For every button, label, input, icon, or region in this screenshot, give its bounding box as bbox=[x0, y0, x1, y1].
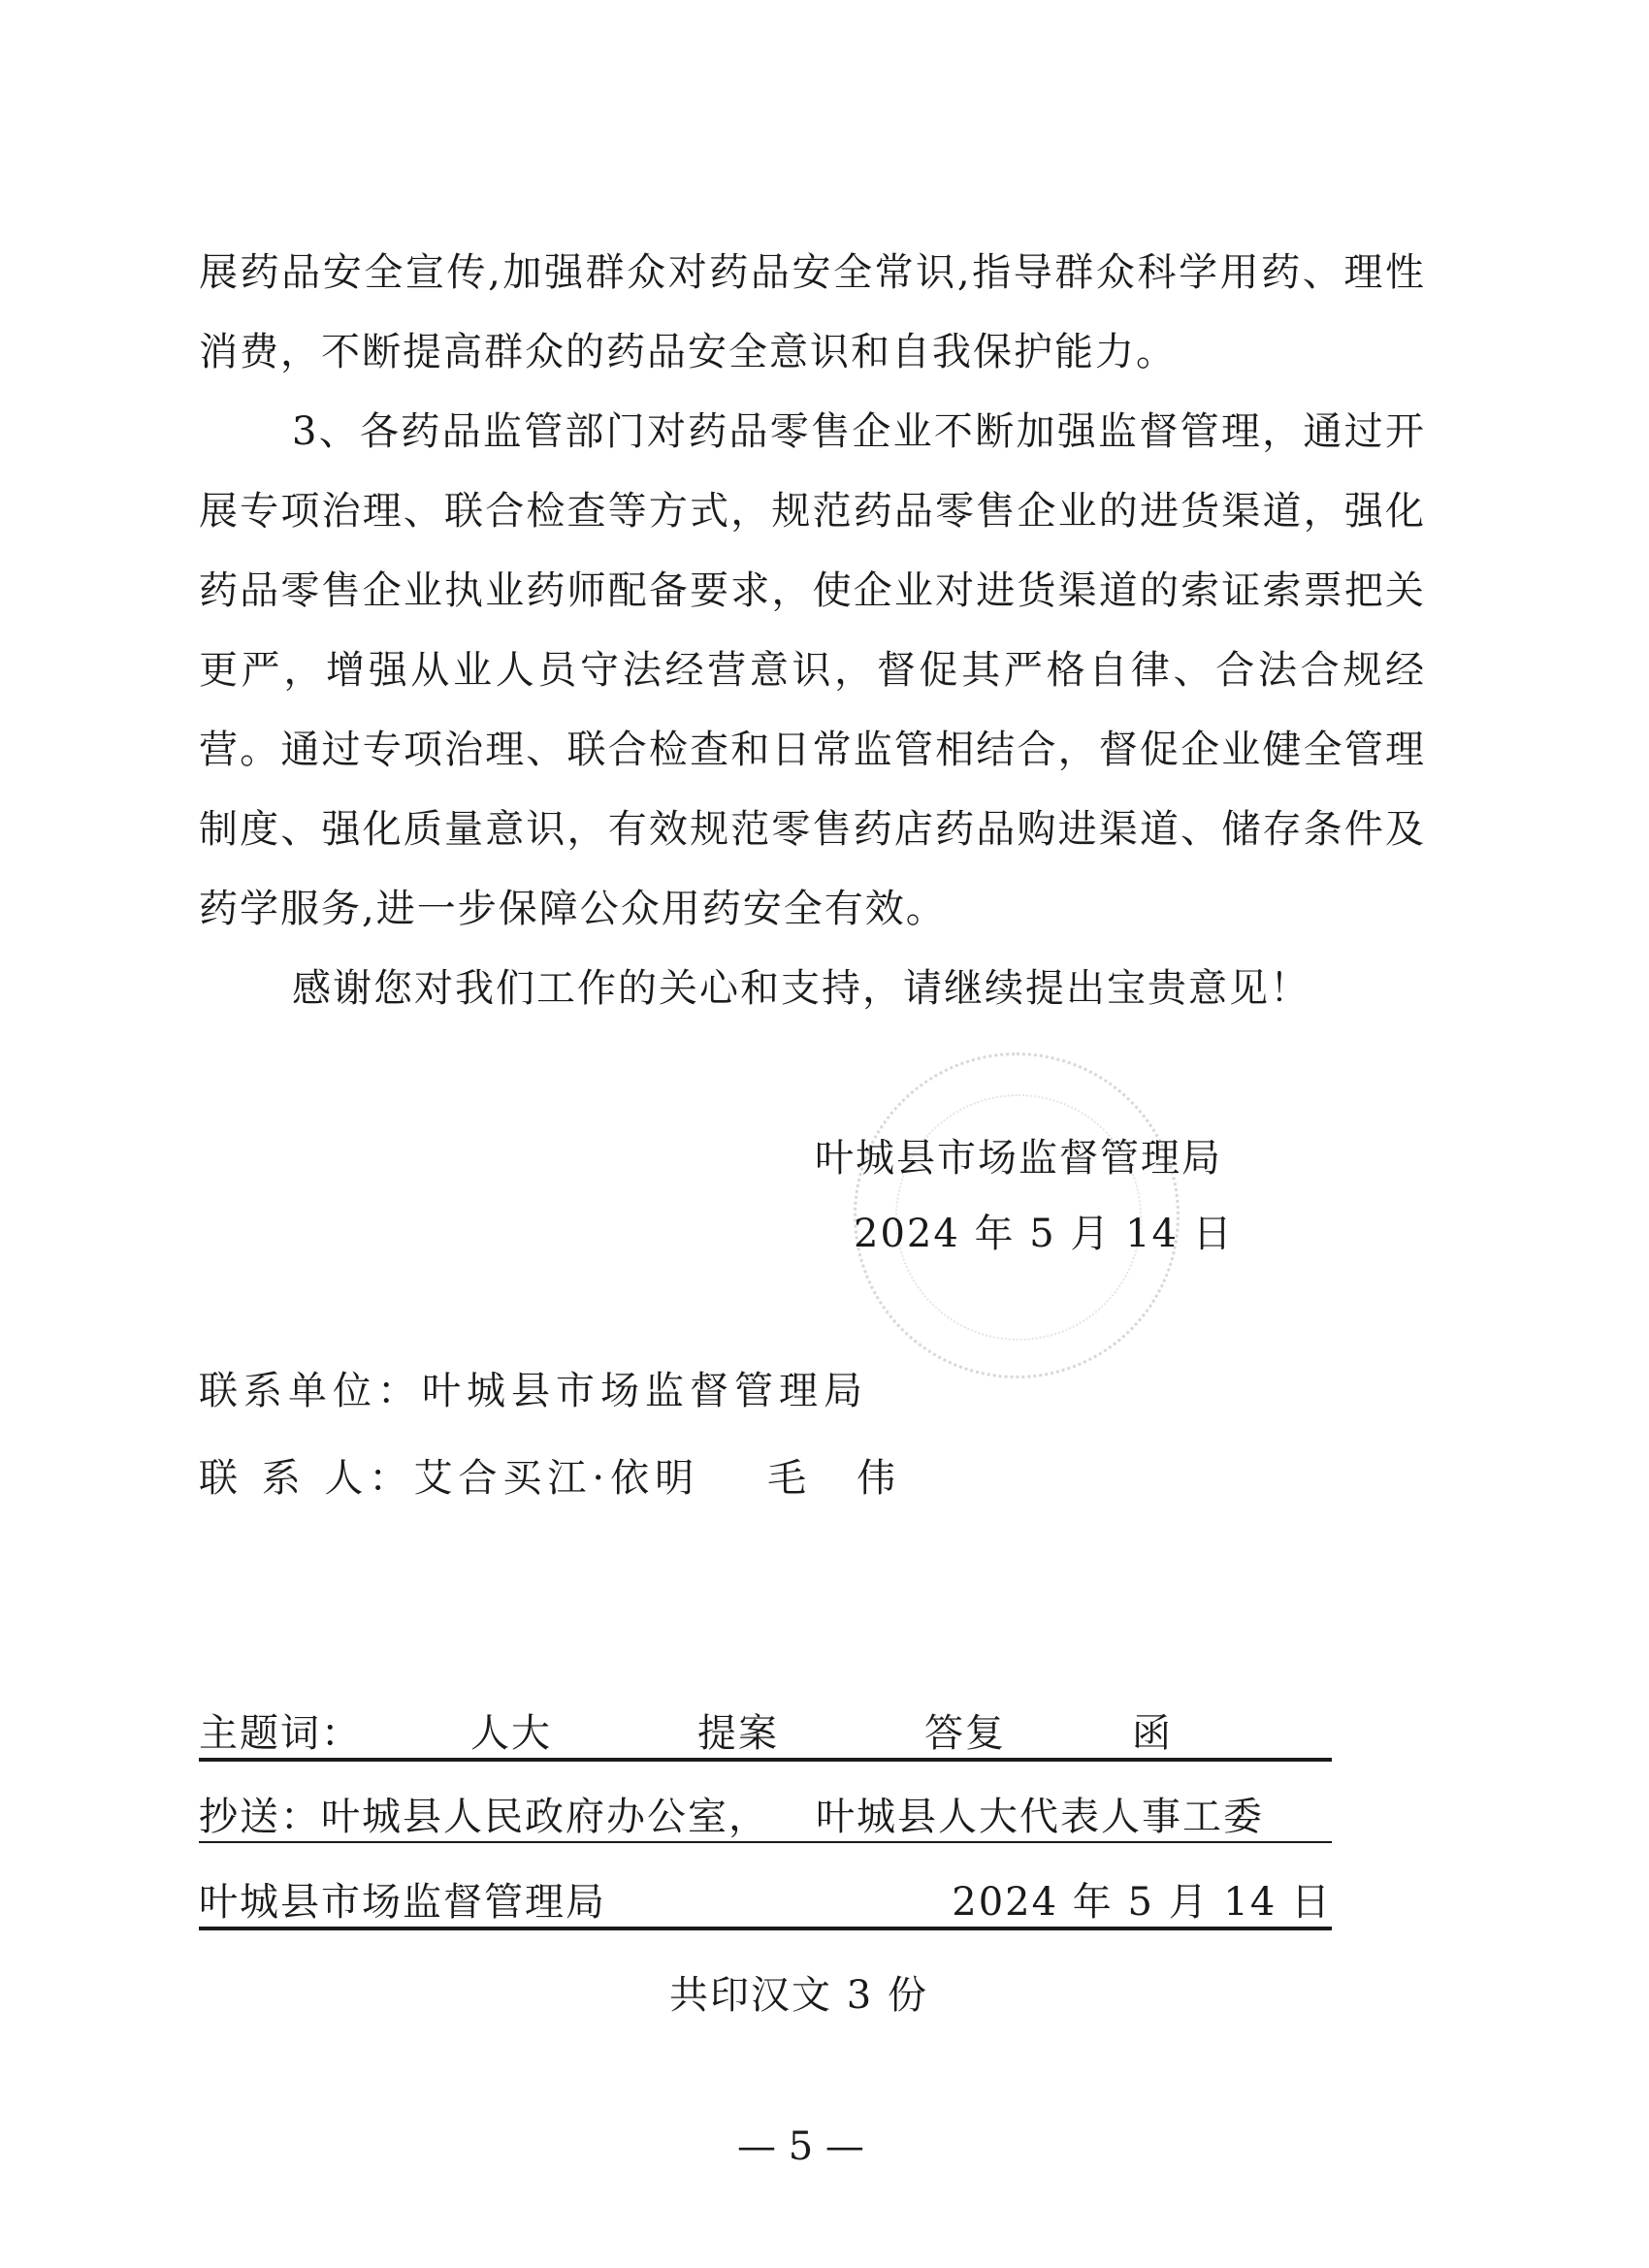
issuer-name: 叶城县市场监督管理局 bbox=[199, 1880, 606, 1925]
signature-org: 叶城县市场监督管理局 bbox=[815, 1136, 1222, 1181]
signature-date: 2024 年 5 月 14 日 bbox=[854, 1212, 1234, 1256]
paragraph-thanks: 感谢您对我们工作的关心和支持，请继续提出宝贵意见！ bbox=[292, 966, 1310, 1011]
contact-unit-label: 联系单位： bbox=[199, 1369, 422, 1413]
cc-label: 抄送： bbox=[199, 1795, 321, 1839]
issue-date: 2024 年 5 月 14 日 bbox=[952, 1880, 1332, 1925]
keyword: 答复 bbox=[924, 1711, 1006, 1756]
paragraph-continuation: 展药品安全宣传,加强群众对药品安全常识,指导群众科学用药、理性消费，不断提高群众的药品安全意识和自我保护能力。 bbox=[199, 250, 1426, 374]
page-number: — 5 — bbox=[737, 2124, 864, 2169]
contact-unit bbox=[199, 1360, 868, 1415]
keyword: 函 bbox=[1132, 1711, 1173, 1756]
contact-person-2: 毛 伟 bbox=[767, 1456, 902, 1501]
body-text bbox=[199, 233, 1426, 1028]
copies-note: 共印汉文 3 份 bbox=[669, 1973, 928, 2018]
keywords-label: 主题词： bbox=[199, 1711, 362, 1756]
cc-row bbox=[199, 1783, 1332, 1843]
keyword: 提案 bbox=[697, 1711, 779, 1756]
paragraph-item-3: 3、各药品监管部门对药品零售企业不断加强监督管理，通过开展专项治理、联合检查等方式，规范药品零售企业的进货渠道，强化药品零售企业执业药师配备要求，使企业对进货渠道的索证索票把关更严，增强从业人员守法经营意识，督促其严格自律、合法合规经营。通过专项治理、联合检查和日常监管相结合，督促企业健全管理制度、强化质量意识，有效规范零售药店药品购进渠道、储存条件及药学服务,进一步保障公众用药安全有效。 bbox=[199, 409, 1426, 931]
issuer-row bbox=[199, 1868, 1332, 1930]
keyword: 人大 bbox=[470, 1711, 552, 1756]
contact-unit-value: 叶城县市场监督管理局 bbox=[422, 1369, 868, 1413]
keywords-row bbox=[199, 1700, 1332, 1762]
contact-person-label: 联 系 人： bbox=[199, 1456, 414, 1501]
cc-recipient: 叶城县人民政府办公室， bbox=[321, 1795, 769, 1839]
cc-recipient: 叶城县人大代表人事工委 bbox=[816, 1795, 1264, 1839]
contact-person bbox=[199, 1447, 901, 1503]
contact-person-1: 艾合买江·依明 bbox=[413, 1456, 700, 1501]
